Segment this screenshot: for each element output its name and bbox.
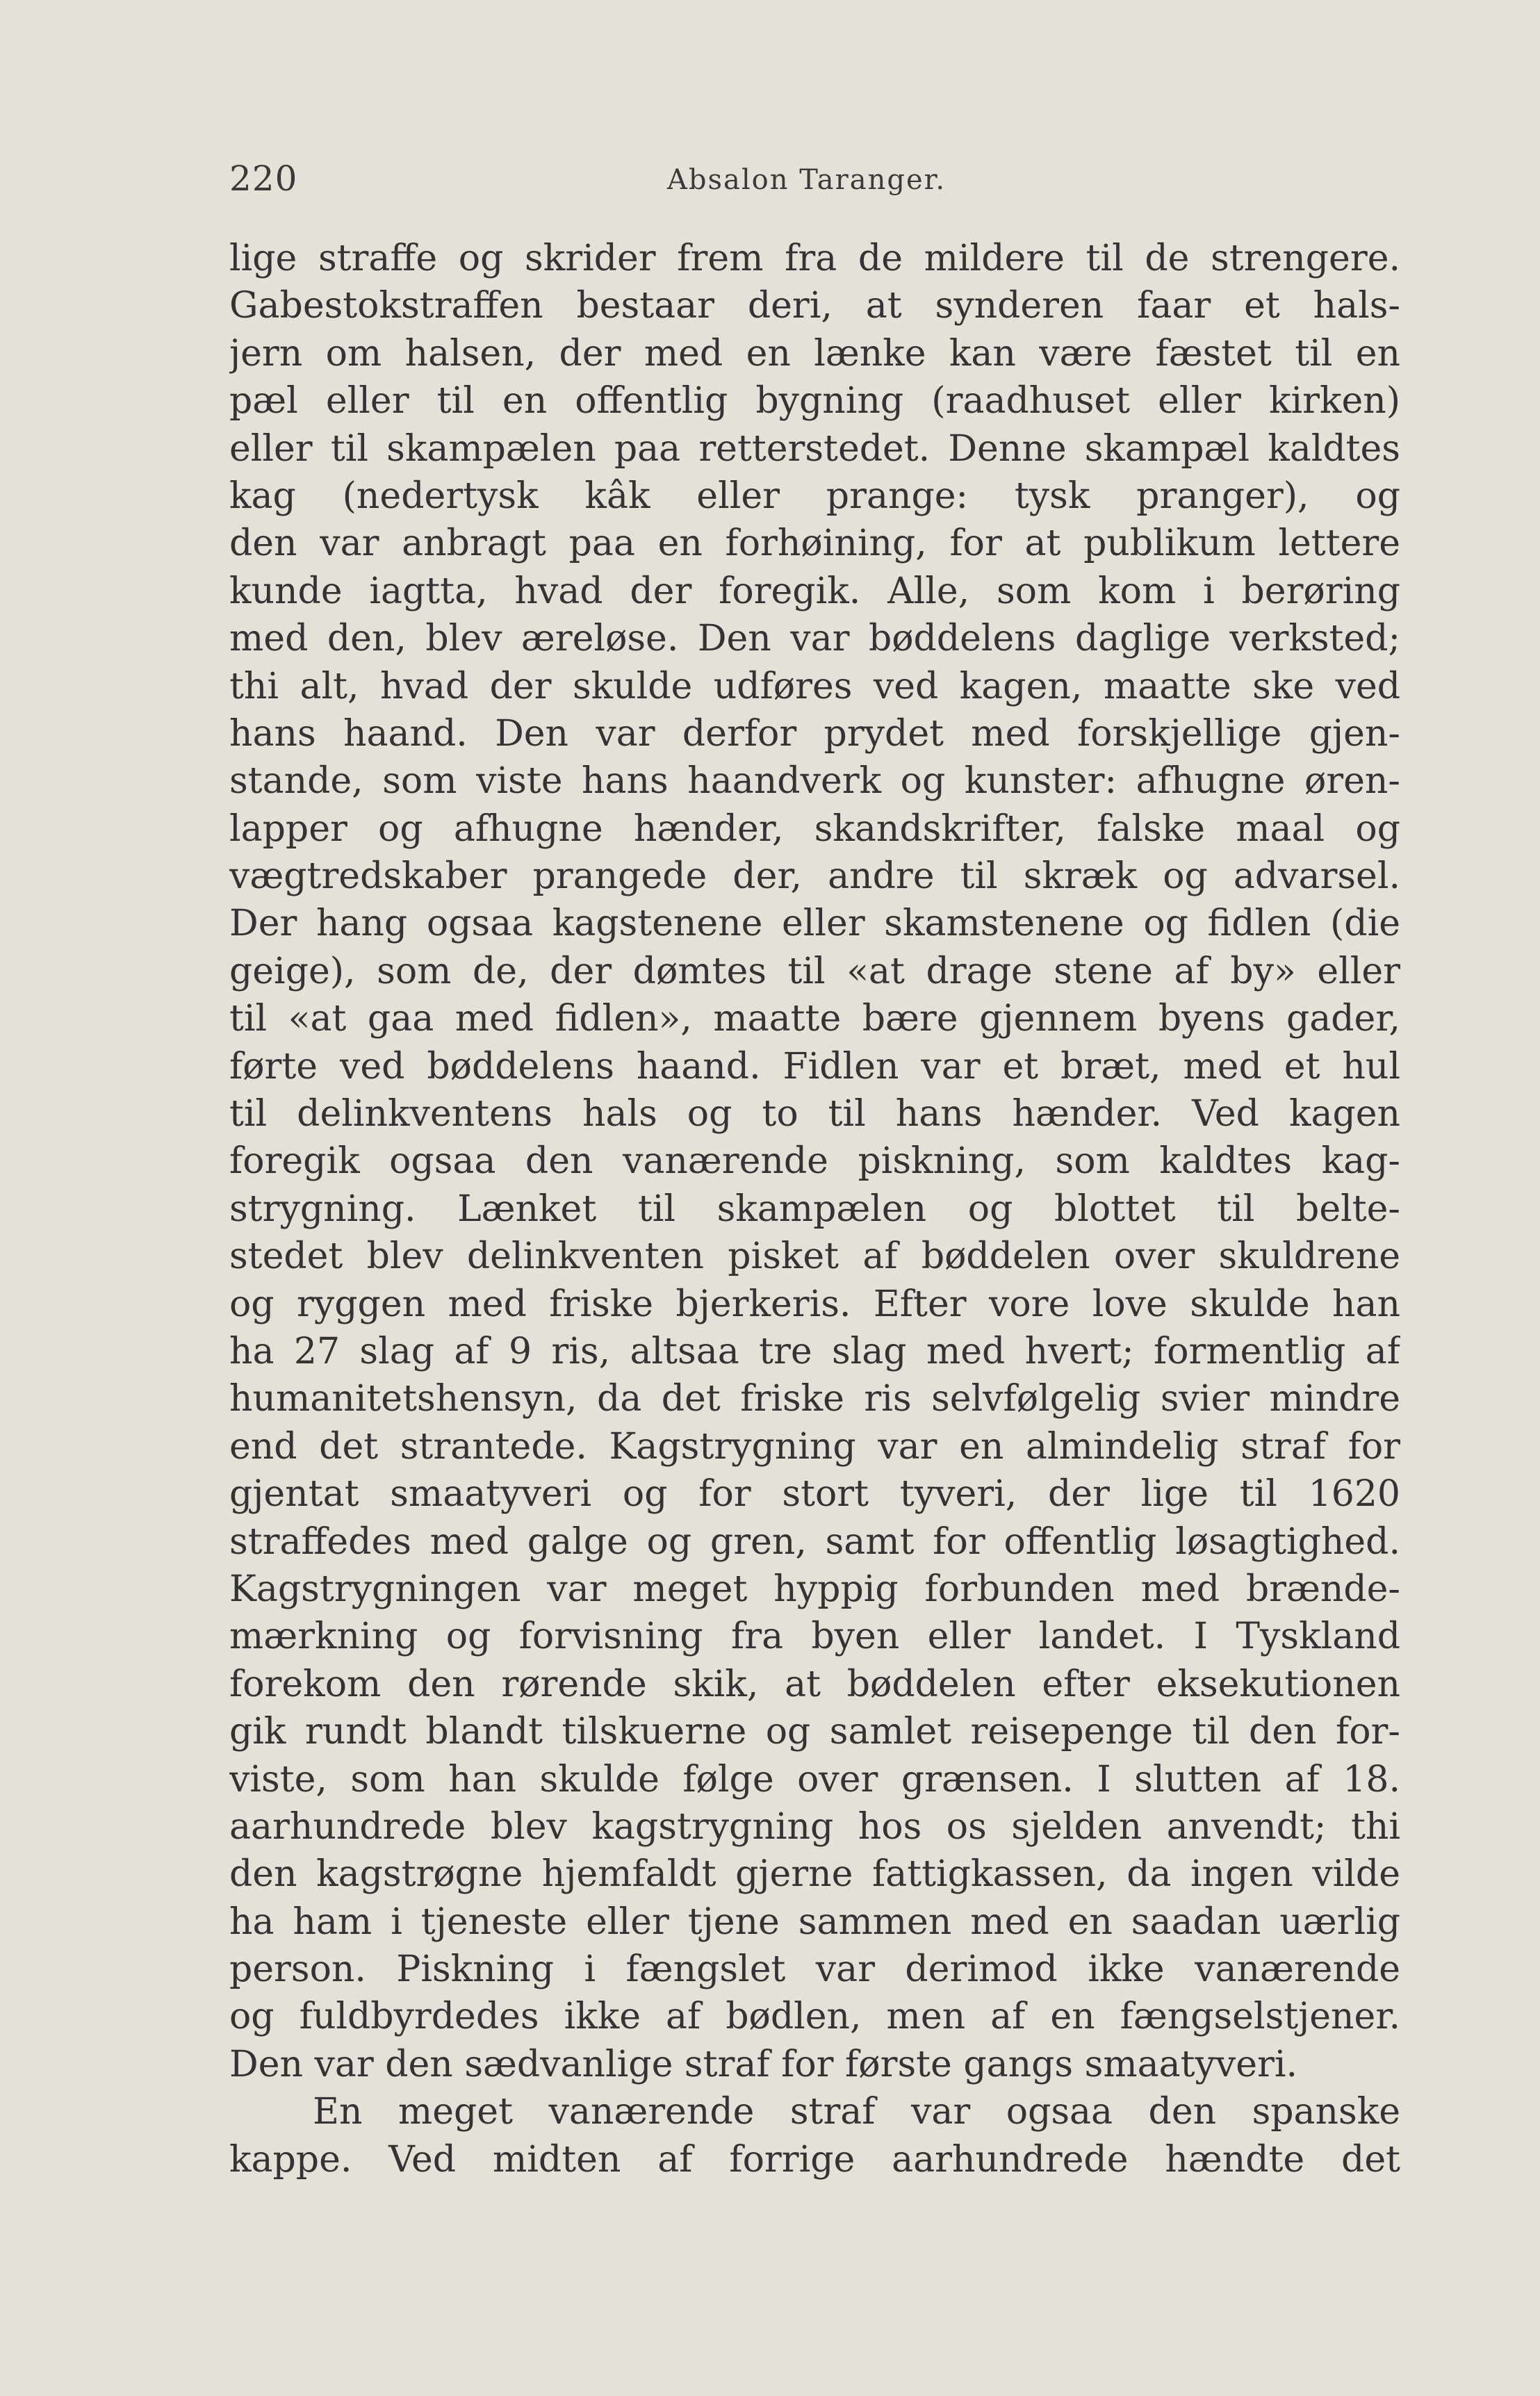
text-line: jern om halsen, der med en lænke kan være fæstet til en [229,332,1400,375]
text-line: stande, som viste hans haandverk og kunster: afhugne øren- [229,760,1400,803]
text-line: kag (nedertysk kâk eller prange: tysk pranger), og [229,475,1400,517]
running-head: Absalon Taranger. [667,164,947,196]
text-line: straffedes med galge og gren, samt for offentlig løsagtighed. [229,1520,1400,1563]
text-line: En meget vanærende straf var ogsaa den spanske [313,2091,1400,2133]
text-line: gjentat smaatyveri og for stort tyveri, der lige til 1620 [229,1473,1400,1516]
text-line: end det strantede. Kagstrygning var en almindelig straf for [229,1425,1400,1468]
text-line: hans haand. Den var derfor prydet med forskjellige gjen- [229,712,1400,755]
text-line: Der hang ogsaa kagstenene eller skamstenene og fidlen (die [229,903,1400,945]
text-line: thi alt, hvad der skulde udføres ved kagen, maatte ske ved [229,665,1400,707]
text-line: foregik ogsaa den vanærende piskning, som kaldtes kag- [229,1140,1400,1183]
text-line: humanitetshensyn, da det friske ris selvfølgelig svier mindre [229,1378,1400,1420]
text-line: lige straffe og skrider frem fra de mildere til de strengere. [229,238,1400,279]
text-line: Den var den sædvanlige straf for første gangs smaatyveri. [229,2043,1298,2085]
text-line: viste, som han skulde følge over grænsen. I slutten af 18. [229,1758,1400,1800]
text-line: forekom den rørende skik, at bøddelen efter eksekutionen [229,1663,1400,1705]
text-line: strygning. Lænket til skampælen og blottet til belte- [229,1188,1400,1230]
text-line: førte ved bøddelens haand. Fidlen var et bræt, med et hul [229,1045,1400,1088]
text-line: gik rundt blandt tilskuerne og samlet reisepenge til den for- [229,1711,1400,1753]
text-line: pæl eller til en offentlig bygning (raadhuset eller kirken) [229,380,1400,422]
body-text [229,235,1400,2183]
page-number: 220 [229,158,298,199]
text-line: kunde iagtta, hvad der foregik. Alle, som kom i berøring [229,570,1400,612]
text-line: lapper og afhugne hænder, skandskrifter, falske maal og [229,807,1400,850]
page-header [229,158,1397,207]
text-line: og ryggen med friske bjerkeris. Efter vore love skulde han [229,1283,1400,1325]
text-line: med den, blev æreløse. Den var bøddelens daglige verksted; [229,618,1400,660]
text-line: mærkning og forvisning fra byen eller landet. I Tyskland [229,1616,1400,1658]
text-line: stedet blev delinkventen pisket af bøddelen over skuldrene [229,1236,1400,1278]
text-line: og fuldbyrdedes ikke af bødlen, men af en fængselstjener. [229,1996,1400,2038]
text-line: ha ham i tjeneste eller tjene sammen med en saadan uærlig [229,1901,1400,1943]
text-line: person. Piskning i fængslet var derimod ikke vanærende [229,1948,1400,1991]
text-line: den kagstrøgne hjemfaldt gjerne fattigkassen, da ingen vilde [229,1853,1400,1896]
text-line: eller til skampælen paa retterstedet. Denne skampæl kaldtes [229,427,1400,470]
text-line: til delinkventens hals og to til hans hænder. Ved kagen [229,1093,1400,1135]
text-line: den var anbragt paa en forhøining, for at publikum lettere [229,523,1400,565]
text-line: ha 27 slag af 9 ris, altsaa tre slag med hvert; formentlig af [229,1330,1400,1372]
text-line: aarhundrede blev kagstrygning hos os sjelden anvendt; thi [229,1805,1400,1848]
text-line: geige), som de, der dømtes til «at drage stene af by» eller [229,950,1400,992]
text-line: vægtredskaber prangede der, andre til skræk og advarsel. [229,855,1400,898]
text-line: til «at gaa med fidlen», maatte bære gjennem byens gader, [229,998,1400,1040]
text-line: Kagstrygningen var meget hyppig forbunden med brænde- [229,1568,1400,1610]
text-line: kappe. Ved midten af forrige aarhundrede hændte det [229,2138,1400,2181]
text-line: Gabestokstraffen bestaar deri, at synderen faar et hals- [229,285,1400,327]
